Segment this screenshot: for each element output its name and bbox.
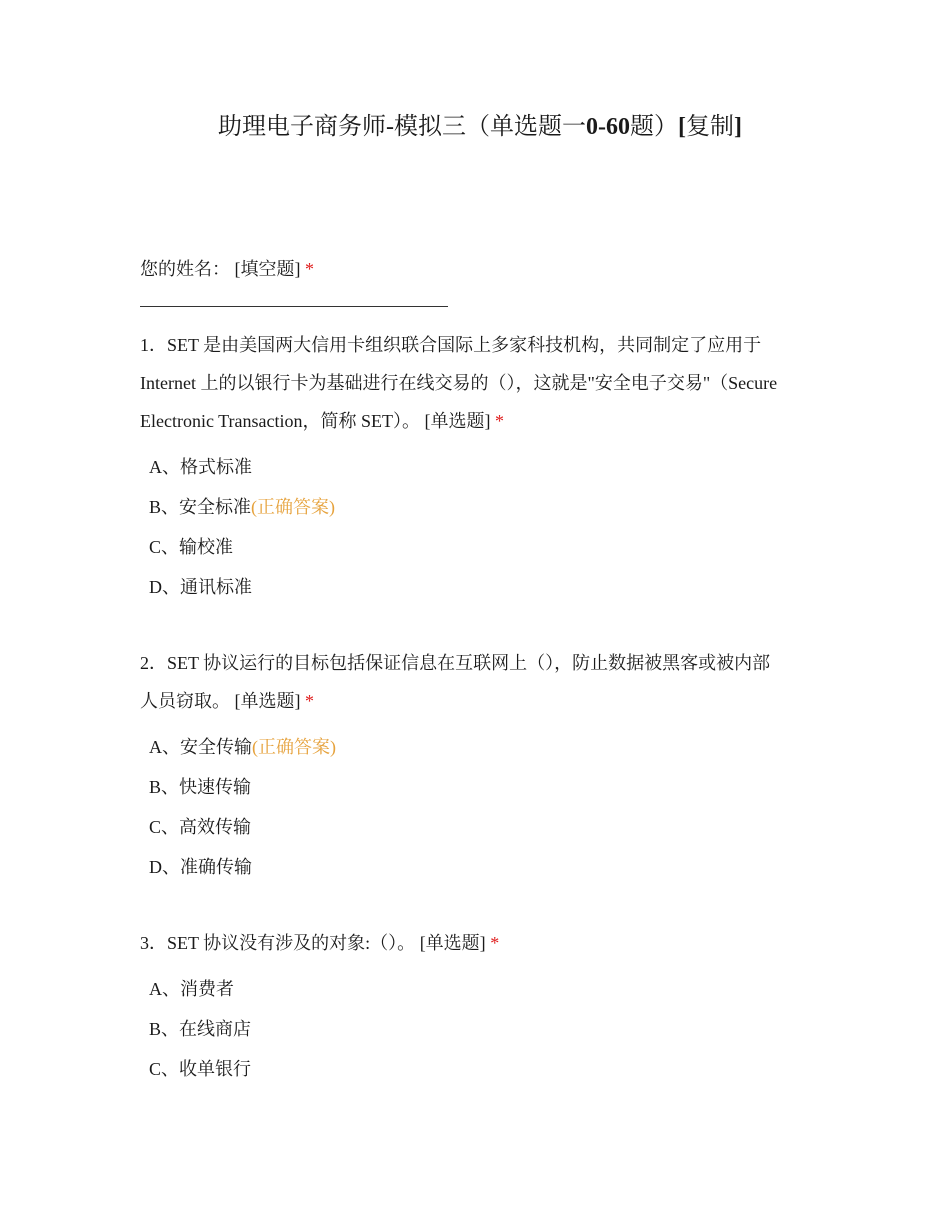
- question-2: [140, 644, 820, 720]
- q1-option-c[interactable]: C、输校准: [149, 537, 234, 557]
- question-type-tag: [单选题]: [419, 933, 486, 953]
- required-mark: *: [305, 691, 314, 711]
- q1-option-a[interactable]: A、格式标准: [149, 457, 252, 477]
- question-type-tag: [填空题]: [234, 259, 301, 279]
- question-1: [140, 326, 820, 440]
- q3-option-c[interactable]: C、收单银行: [149, 1059, 252, 1079]
- q2-option-b[interactable]: B、快速传输: [149, 777, 252, 797]
- required-mark: *: [494, 411, 504, 431]
- question-3: [140, 924, 820, 962]
- q3-option-b[interactable]: B、在线商店: [149, 1019, 252, 1039]
- title-bracket-close: ]: [734, 114, 742, 140]
- required-mark: *: [490, 933, 500, 953]
- title-suffix: 题）: [630, 114, 678, 140]
- correct-answer-label: (正确答案): [252, 737, 336, 757]
- question-1-stem: 1．SET 是由美国两大信用卡组织联合国际上多家科技机构，共同制定了应用于 Internet 上的以银行卡为基础进行在线交易的（），这就是"安全电子交易"（Secure Electronic Transaction，简称 SET）。 [单选题] *: [140, 335, 778, 431]
- q1-option-d[interactable]: D、通讯标准: [149, 577, 252, 597]
- title-text: 助理电子商务师-模拟三（单选题一: [218, 114, 586, 140]
- question-2-stem: 2．SET 协议运行的目标包括保证信息在互联网上（），防止数据被黑客或被内部 人员窃取。 [单选题] *: [140, 653, 771, 711]
- name-input-line[interactable]: [140, 306, 448, 307]
- q3-option-a[interactable]: A、消费者: [149, 979, 234, 999]
- q2-option-a[interactable]: A、安全传输(正确答案): [149, 737, 336, 757]
- question-type-tag: [单选题]: [424, 411, 491, 431]
- q1-option-b[interactable]: B、安全标准(正确答案): [149, 497, 336, 517]
- name-question: [140, 250, 820, 288]
- title-bracket-open: [: [678, 114, 686, 140]
- question-type-tag: [单选题]: [234, 691, 301, 711]
- correct-answer-label: (正确答案): [251, 497, 336, 517]
- question-3-stem: 3．SET 协议没有涉及的对象:（）。 [单选题] *: [140, 933, 500, 953]
- title-copy: 复制: [686, 114, 734, 140]
- q2-option-c[interactable]: C、高效传输: [149, 817, 252, 837]
- name-label: 您的姓名： [填空题] *: [140, 259, 314, 279]
- required-mark: *: [305, 259, 314, 279]
- page-title: [0, 110, 950, 144]
- title-range: 0-60: [586, 114, 630, 140]
- q2-option-d[interactable]: D、准确传输: [149, 857, 252, 877]
